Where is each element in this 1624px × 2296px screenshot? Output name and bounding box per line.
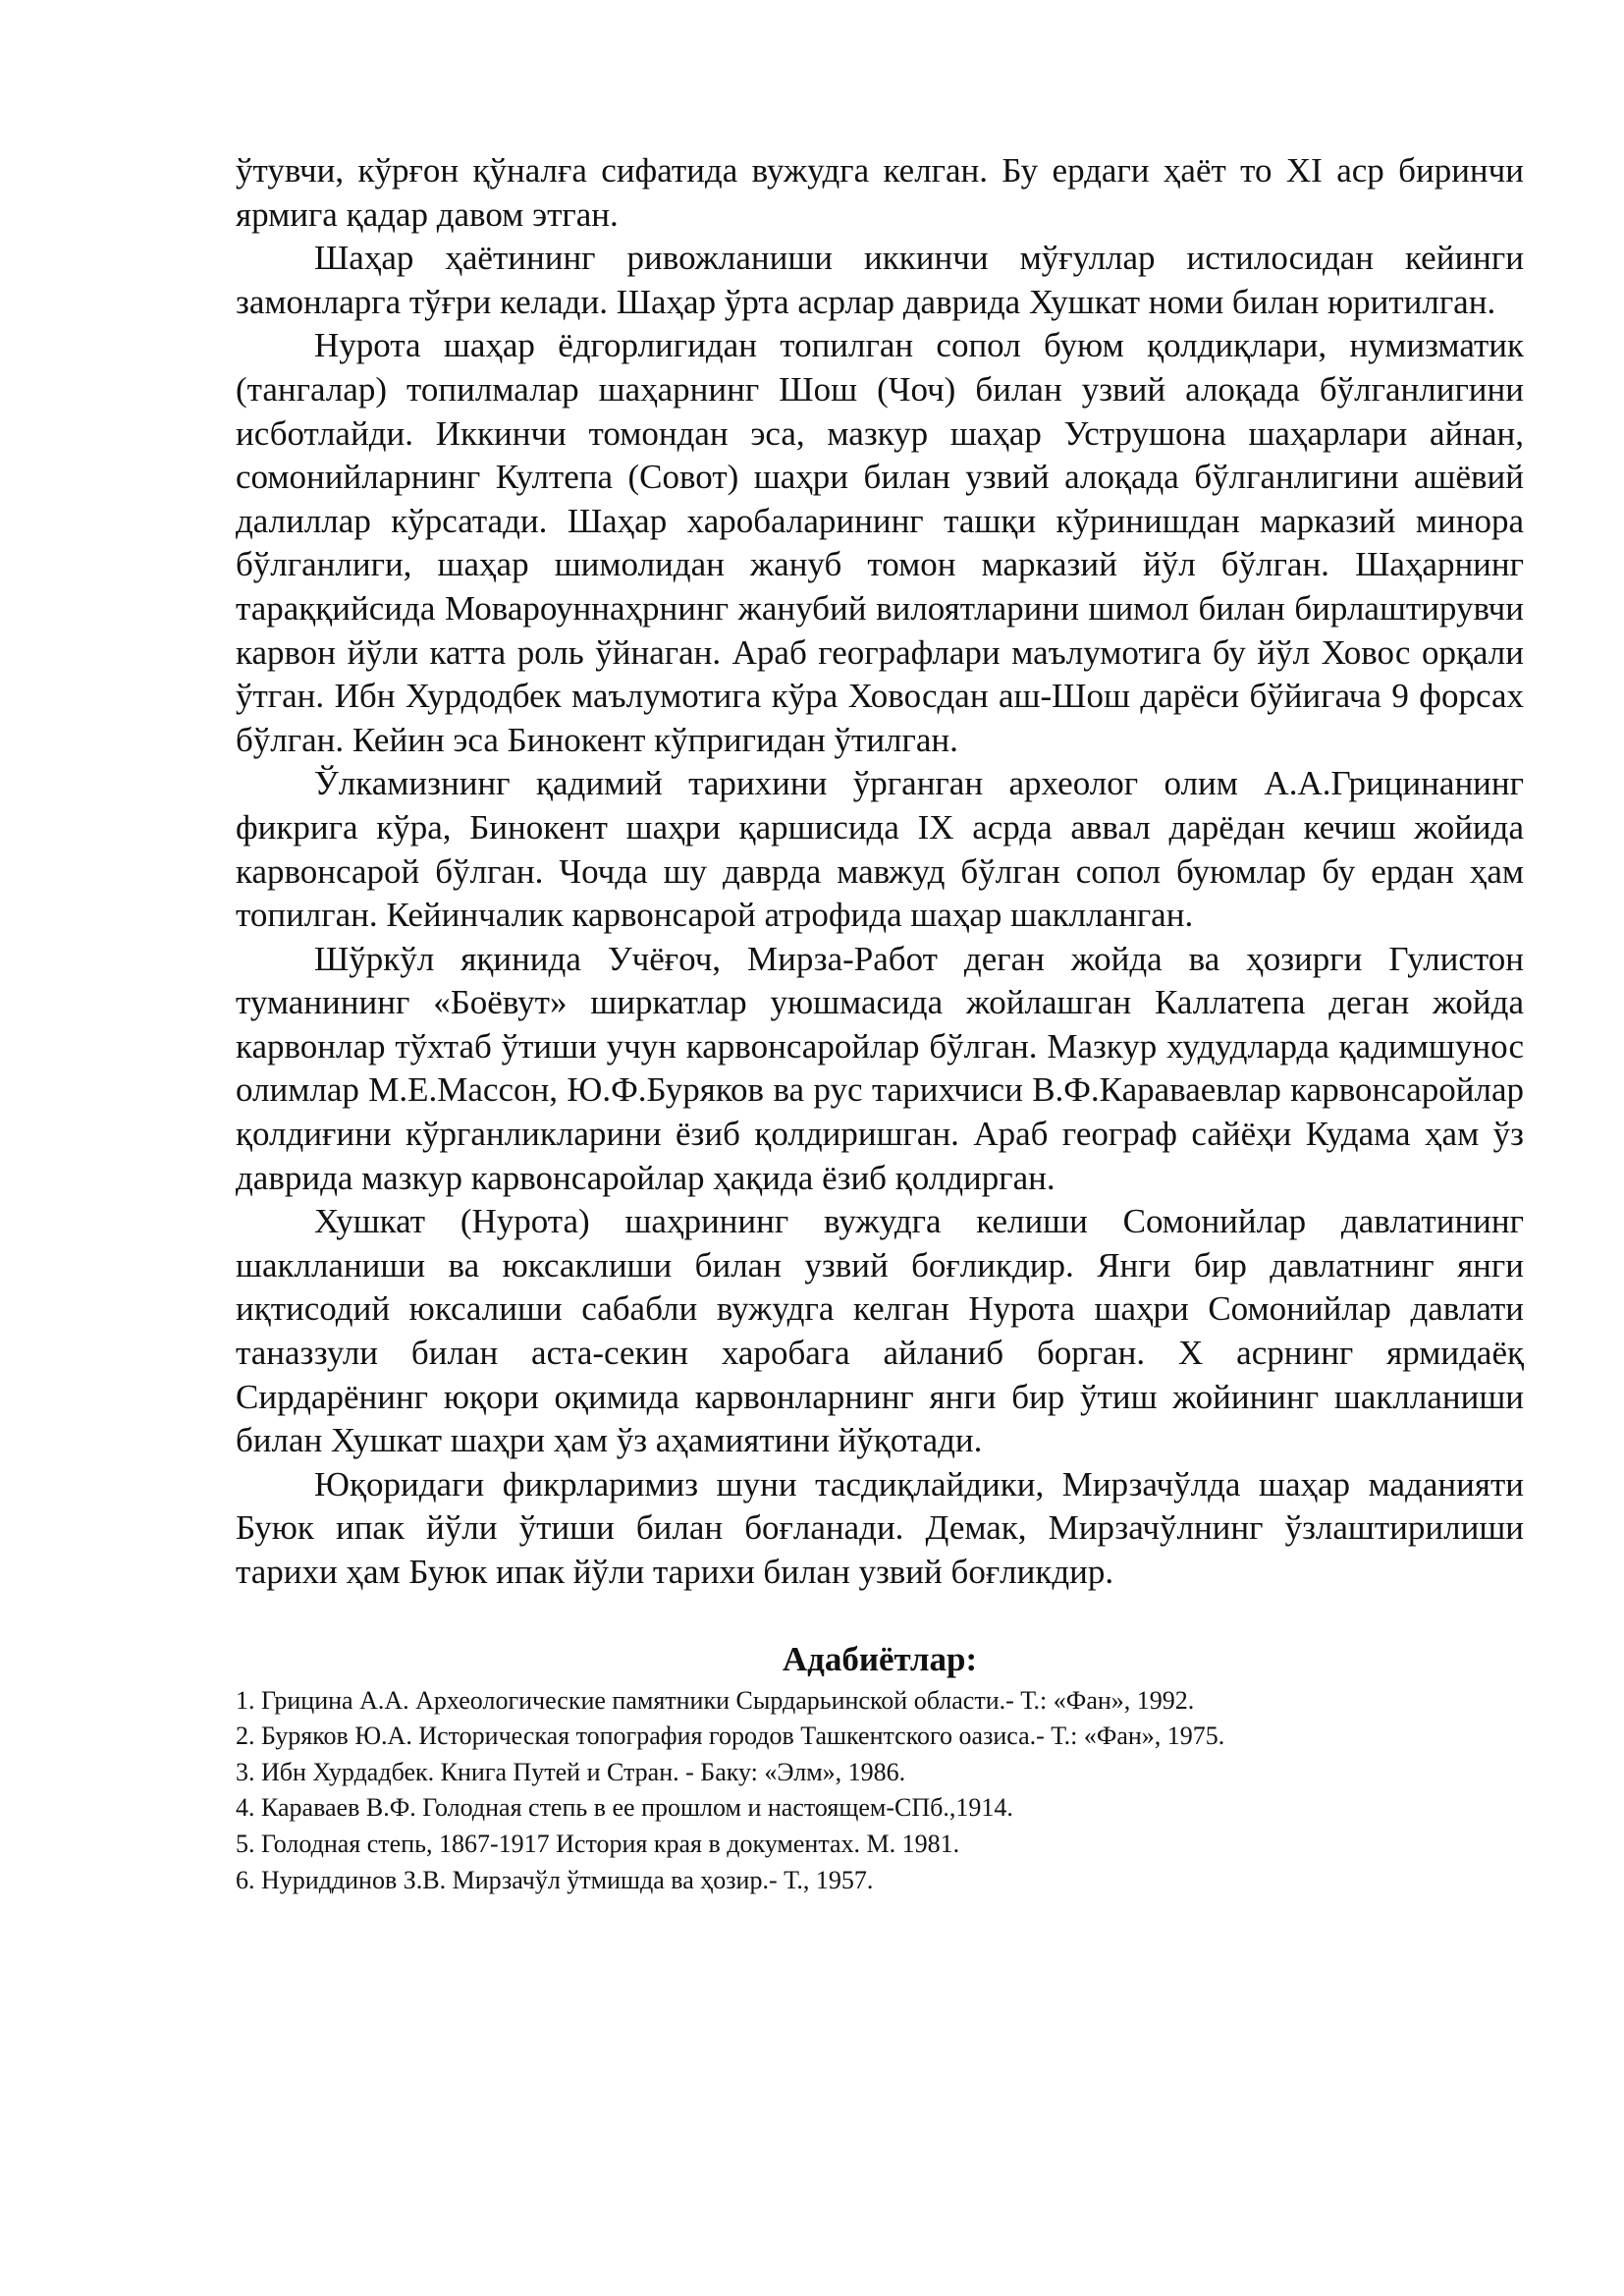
paragraph-city-development: Шаҳар ҳаётининг ривожланиши иккинчи мўғуллар истилосидан кейинги замонларга тўғри келади. Шаҳар ўрта асрлар даврида Хушкат номи билан юритилган. <box>236 239 1524 321</box>
document-page <box>236 149 1524 1898</box>
references-list <box>236 1683 1524 1899</box>
reference-item: 5. Голодная степь, 1867-1917 История края в документах. М. 1981. <box>236 1829 960 1858</box>
reference-item: 1. Грицина А.А. Археологические памятники Сырдарьинской области.- Т.: «Фан», 1992. <box>236 1685 1195 1715</box>
paragraph-nurota-findings: Нурота шаҳар ёдгорлигидан топилган сопол буюм қолдиқлари, нумизматик (тангалар) топилмалар шаҳарнинг Шош (Чоч) билан узвий алоқада бўлганлигини исботлайди. Иккинчи томондан эса, мазкур шаҳар Уструшона шаҳарлари айнан, сомонийларнинг Култепа (Совот) шаҳри билан узвий алоқада бўлганлигини ашёвий далиллар кўрсатади. Шаҳар харобаларининг ташқи кўринишдан марказий минора бўлганлиги, шаҳар шимолидан жануб томон марказий йўл бўлган. Шаҳарнинг тараққийсида Мовароуннаҳрнинг жанубий вилоятларини шимол билан бирлаштирувчи карвон йўли катта роль ўйнаган. Араб географлари маълумотига бу йўл Ховос орқали ўтган. Ибн Хурдодбек маълумотига кўра Ховосдан аш-Шош дарёси бўйигача 9 форсах бўлган. Кейин эса Бинокент кўпригидан ўтилган. <box>236 326 1524 759</box>
paragraph-khushkat-decline: Хушкат (Нурота) шаҳрининг вужудга келиши Сомонийлар давлатининг шаклланиши ва юксаклиши билан узвий боғликдир. Янги бир давлатнинг янги иқтисодий юксалиши сабабли вужудга келган Нурота шаҳри Сомонийлар давлати таназзули билан аста-секин харобага айланиб борган. X асрнинг ярмидаёқ Сирдарёнинг юқори оқимида карвонларнинг янги бир ўтиш жойининг шаклланиши билан Хушкат шаҳри ҳам ўз аҳамиятини йўқотади. <box>236 1202 1524 1460</box>
reference-item: 3. Ибн Хурдадбек. Книга Путей и Стран. - Баку: «Элм», 1986. <box>236 1757 906 1786</box>
reference-item: 4. Караваев В.Ф. Голодная степь в ее прошлом и настоящем-СПб.,1914. <box>236 1793 1013 1823</box>
paragraph-conclusion: Юқоридаги фикрларимиз шуни тасдиқлайдики, Мирзачўлда шаҳар маданияти Буюк ипак йўли ўтиши билан боғланади. Демак, Мирзачўлнинг ўзлаштирилиши тарихи ҳам Буюк ипак йўли тарихи билан узвий боғликдир. <box>236 1464 1524 1591</box>
references-title: Адабиётлар: <box>782 1639 978 1678</box>
paragraph-gritsina-opinion: Ўлкамизнинг қадимий тарихини ўрганган археолог олим А.А.Грицинанинг фикрига кўра, Бинокент шаҳри қаршисида IX асрда аввал дарёдан кечиш жойида карвонсарой бўлган. Чочда шу даврда мавжуд бўлган сопол буюмлар бу ердан ҳам топилган. Кейинчалик карвонсарой атрофида шаҳар шаклланган. <box>236 764 1524 935</box>
paragraph-caravanserais: Шўркўл яқинида Учёғоч, Мирза-Работ деган жойда ва ҳозирги Гулистон туманининг «Боёвут» ширкатлар уюшмасида жойлашган Каллатепа деган жойда карвонлар тўхтаб ўтиши учун карвонсаройлар бўлган. Мазкур худудларда қадимшунос олимлар М.Е.Массон, Ю.Ф.Буряков ва рус тарихчиси В.Ф.Караваевлар карвонсаройлар қолдиғини кўрганликларини ёзиб қолдиришган. Араб географ сайёҳи Кудама ҳам ўз даврида мазкур карвонсаройлар ҳақида ёзиб қолдирган. <box>236 939 1524 1197</box>
references-section <box>236 1638 1524 1899</box>
reference-item: 2. Буряков Ю.А. Историческая топография городов Ташкентского оазиса.- Т.: «Фан», 1975. <box>236 1722 1225 1751</box>
reference-item: 6. Нуриддинов З.В. Мирзачўл ўтмишда ва ҳозир.- Т., 1957. <box>236 1865 874 1894</box>
article-body <box>236 149 1524 1595</box>
paragraph-continuation: ўтувчи, кўрғон қўналға сифатида вужудга келган. Бу ердаги ҳаёт то XI аср биринчи ярмига қадар давом этган. <box>236 151 1524 234</box>
